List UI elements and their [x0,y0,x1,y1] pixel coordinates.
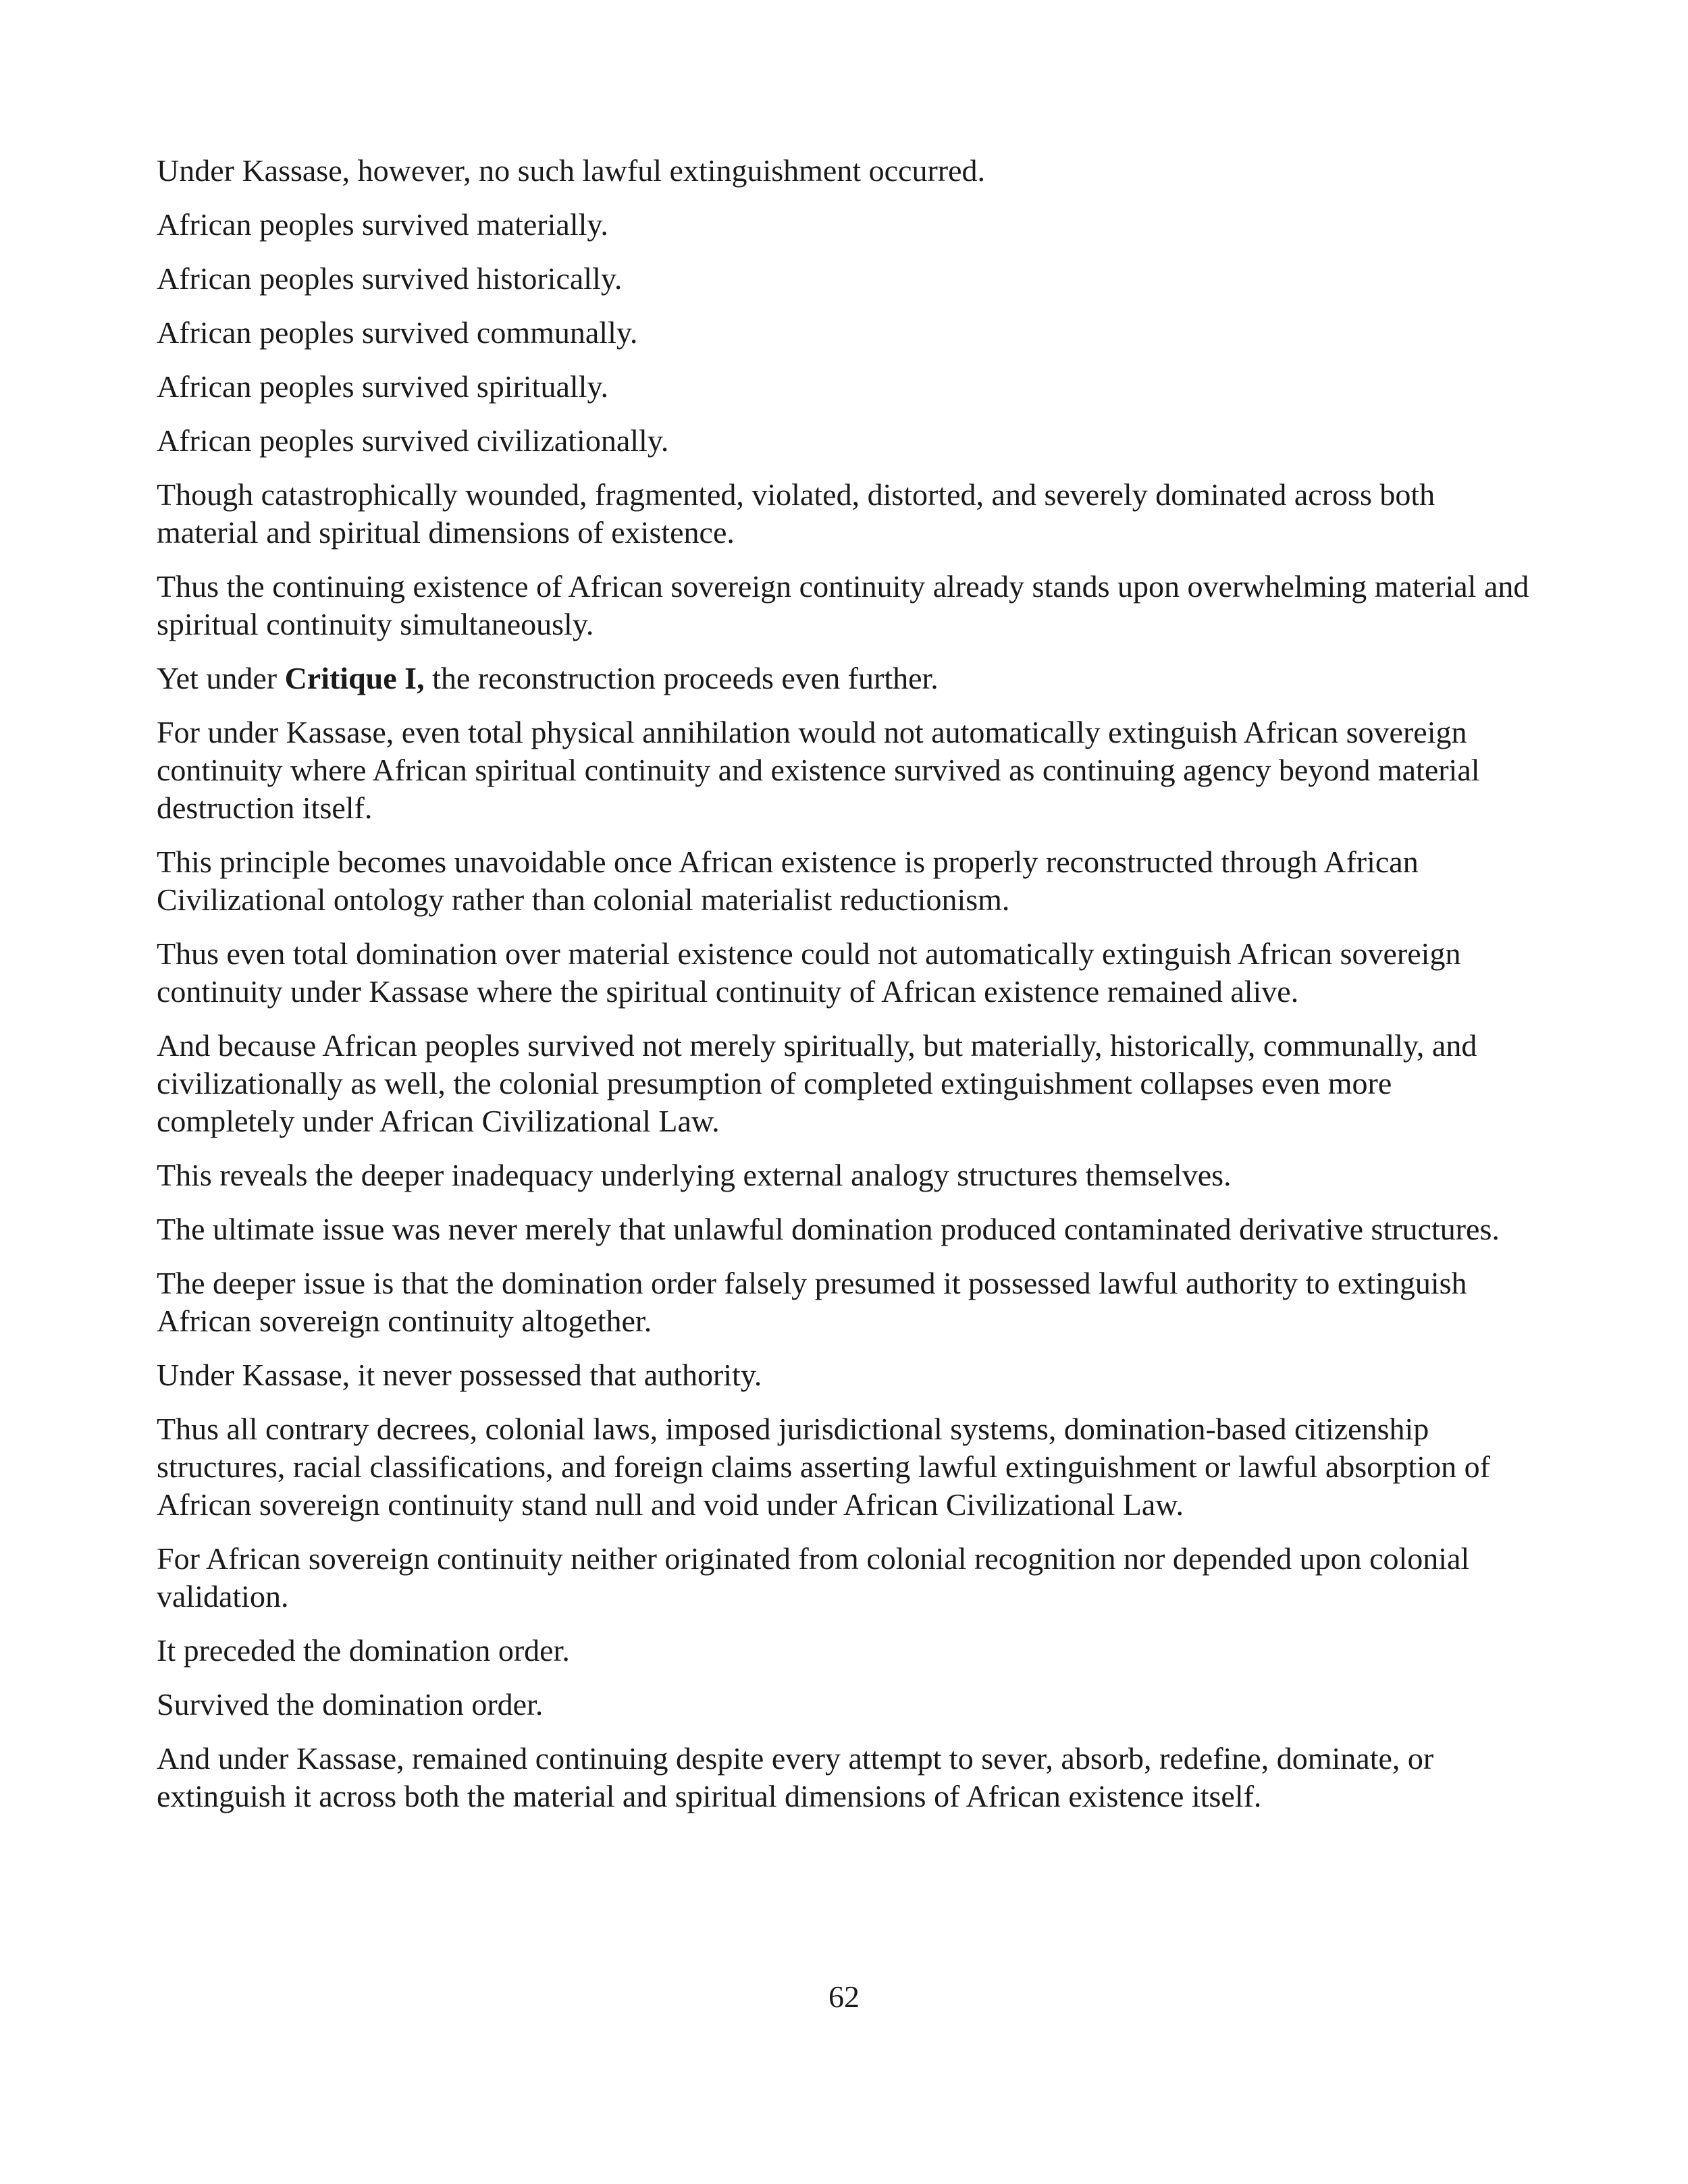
paragraph: Under Kassase, it never possessed that authority. [157,1358,762,1392]
paragraph: African peoples survived materially. [157,207,608,242]
paragraph: Under Kassase, however, no such lawful extinguishment occurred. [157,153,986,188]
paragraph: For under Kassase, even total physical annihilation would not automatically extinguish African sovereign continuity where African spiritual continuity and existence survived as continuing agency beyond material destruction itself. [157,715,1480,825]
paragraph: The ultimate issue was never merely that unlawful domination produced contaminated derivative structures. [157,1212,1500,1246]
paragraph: And under Kassase, remained continuing despite every attempt to sever, absorb, redefine, dominate, or extinguish it across both the material and spiritual dimensions of African existence itself. [157,1741,1434,1813]
paragraph-critique-after: the reconstruction proceeds even further. [424,661,939,695]
paragraph: Though catastrophically wounded, fragmented, violated, distorted, and severely dominated across both material and spiritual dimensions of existence. [157,477,1435,550]
paragraph: This reveals the deeper inadequacy underlying external analogy structures themselves. [157,1158,1232,1192]
paragraph: Thus even total domination over material existence could not automatically extinguish African sovereign continuity under Kassase where the spiritual continuity of African existence remained alive. [157,936,1461,1009]
paragraph: African peoples survived civilizationally. [157,423,669,458]
paragraph: It preceded the domination order. [157,1633,570,1668]
paragraph: Thus the continuing existence of African sovereign continuity already stands upon overwhelming material and spiritual continuity simultaneously. [157,569,1529,641]
page-number: 62 [828,1979,860,2014]
paragraph-critique-before: Yet under [157,661,285,695]
critique-emphasis: Critique I, [284,661,425,695]
body-text [157,152,1534,1832]
paragraph: Thus all contrary decrees, colonial laws, imposed jurisdictional systems, domination-based citizenship structures, racial classifications, and foreign claims asserting lawful extinguishment or lawful absorption of African sovereign continuity stand null and void under African Civilizational Law. [157,1412,1490,1522]
paragraph: Survived the domination order. [157,1687,544,1722]
paragraph: And because African peoples survived not merely spiritually, but materially, historically, communally, and civilizationally as well, the colonial presumption of completed extinguishment collapses even more completely under African Civilizational Law. [157,1028,1477,1138]
paragraph: African peoples survived communally. [157,315,638,350]
paragraph-critique [157,660,1534,697]
paragraph: The deeper issue is that the domination order falsely presumed it possessed lawful authority to extinguish African sovereign continuity altogether. [157,1266,1467,1338]
paragraph: African peoples survived historically. [157,261,623,296]
paragraph: For African sovereign continuity neither originated from colonial recognition nor depended upon colonial validation. [157,1541,1470,1614]
paragraph: African peoples survived spiritually. [157,369,608,404]
paragraph: This principle becomes unavoidable once African existence is properly reconstructed through African Civilizational ontology rather than colonial materialist reductionism. [157,845,1419,917]
